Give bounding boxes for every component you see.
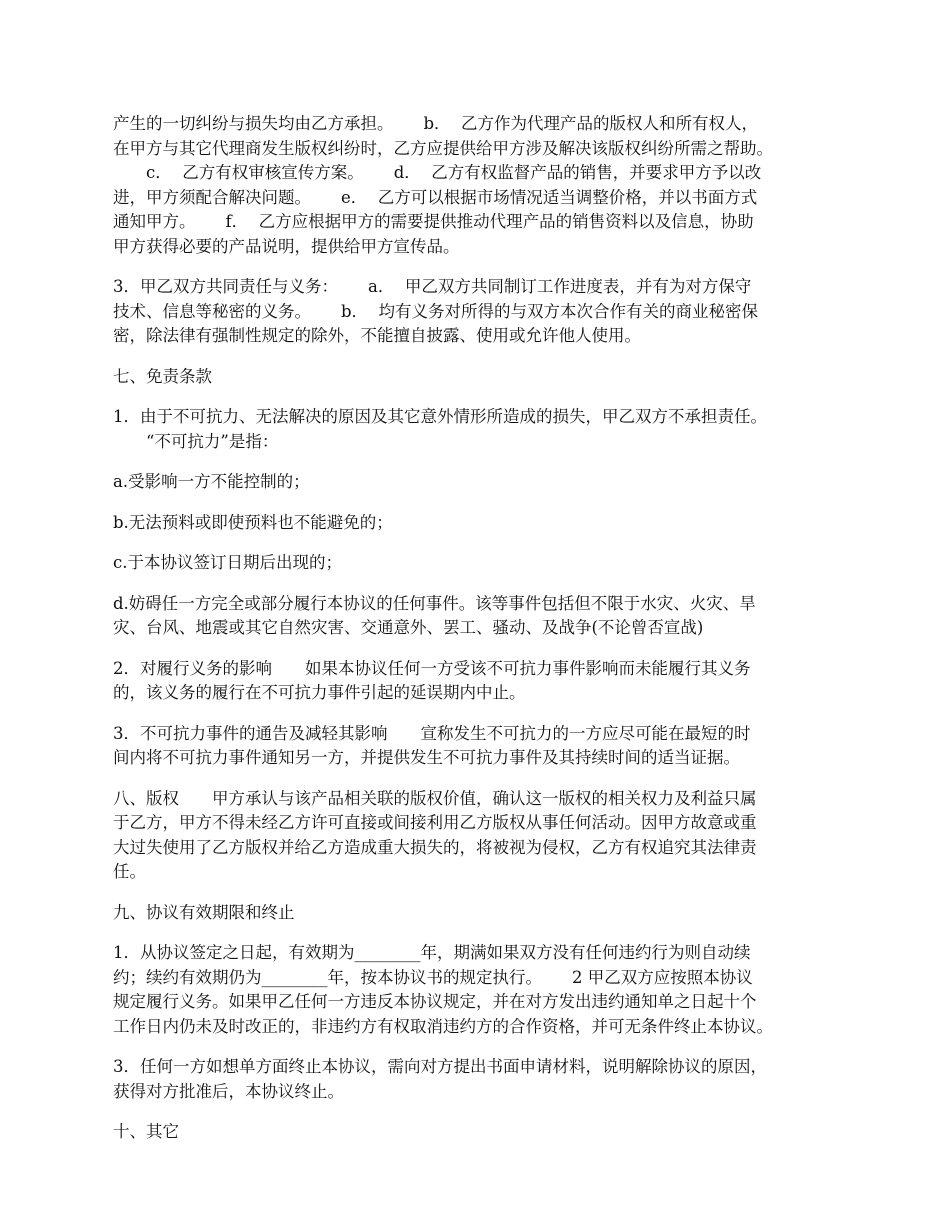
text-line: 密，除法律有强制性规定的除外，不能擅自披露、使用或允许他人使用。	[113, 326, 641, 345]
text-line: 进，甲方须配合解决问题。 e． 乙方可以根据市场情况适当调整价格，并以书面方式	[113, 187, 758, 207]
text-line: 3．甲乙双方共同责任与义务： a． 甲乙双方共同制订工作进度表，并有为对方保守	[113, 277, 752, 296]
paragraph-p7	[113, 551, 850, 576]
text-line: 2．对履行义务的影响 如果本协议任何一方受该不可抗力事件影响而未能履行其义务	[113, 658, 751, 678]
paragraph-p2	[113, 275, 850, 349]
text-line: a.受影响一方不能控制的；	[113, 472, 310, 491]
paragraph-p13	[113, 941, 850, 1039]
text-line: 间内将不可抗力事件通知另一方，并提供发生不可抗力事件及其持续时间的适当证据。	[113, 748, 740, 767]
text-line: 大过失使用了乙方版权并给乙方造成重大损失的，将被视为侵权，乙方有权追究其法律责	[113, 837, 757, 857]
text-line: 1．从协议签定之日起，有效期为________年，期满如果双方没有任何违约行为则自动续	[113, 943, 751, 962]
text-line: 于乙方，甲方不得未经乙方许可直接或间接利用乙方版权从事任何活动。因甲方故意或重	[113, 813, 757, 832]
paragraph-p12	[113, 901, 850, 926]
text-line: 的，该义务的履行在不可抗力事件引起的延误期内中止。	[113, 683, 526, 702]
paragraph-p10	[113, 722, 850, 771]
paragraph-p14	[113, 1055, 850, 1104]
text-line: 灾、台风、地震或其它自然灾害、交通意外、罢工、骚动、及战争(不论曾否宣战)	[113, 618, 704, 637]
text-line: 1．由于不可抗力、无法解决的原因及其它意外情形所造成的损失，甲乙双方不承担责任。	[113, 407, 767, 426]
text-line: 工作日内仍未及时改正的，非违约方有权取消违约方的合作资格，并可无条件终止本协议。	[113, 1016, 773, 1036]
text-line: 任。	[113, 862, 146, 881]
text-line: 在甲方与其它代理商发生版权纠纷时，乙方应提供给甲方涉及解决该版权纠纷所需之帮助。	[113, 138, 773, 158]
paragraph-p1	[113, 112, 850, 259]
text-line: 十、其它	[113, 1122, 179, 1141]
document-body	[113, 112, 850, 1145]
text-line: 八、版权 甲方承认与该产品相关联的版权价值，确认这一版权的相关权力及利益只属	[113, 788, 757, 808]
text-line: 通知甲方。 f． 乙方应根据甲方的需要提供推动代理产品的销售资料以及信息，协助	[113, 212, 754, 231]
text-line: d.妨碍任一方完全或部分履行本协议的任何事件。该等事件包括但不限于水灾、火灾、旱	[113, 593, 756, 613]
text-line: c． 乙方有权审核宣传方案。 d． 乙方有权监督产品的销售，并要求甲方予以改	[113, 163, 762, 182]
text-line: 甲方获得必要的产品说明，提供给甲方宣传品。	[113, 236, 460, 256]
text-line: 九、协议有效期限和终止	[113, 902, 295, 922]
text-line: c.于本协议签订日期后出现的；	[113, 553, 342, 572]
paragraph-p8	[113, 592, 850, 641]
text-line: 产生的一切纠纷与损失均由乙方承担。 b． 乙方作为代理产品的版权人和所有权人，	[113, 114, 759, 133]
paragraph-p5	[113, 470, 850, 495]
text-line: b.无法预料或即使预料也不能避免的；	[113, 512, 393, 532]
text-line: 3．任何一方如想单方面终止本协议，需向对方提出书面申请材料，说明解除协议的原因，	[113, 1057, 767, 1076]
paragraph-p15	[113, 1120, 850, 1145]
paragraph-p6	[113, 511, 850, 536]
text-line: 获得对方批准后，本协议终止。	[113, 1081, 344, 1101]
text-line: 3．不可抗力事件的通告及减轻其影响 宣称发生不可抗力的一方应尽可能在最短的时	[113, 723, 751, 743]
paragraph-p3	[113, 365, 850, 390]
text-line: 约；续约有效期仍为________年，按本协议书的规定执行。 2 甲乙双方应按照本协议	[113, 967, 753, 987]
text-line: 规定履行义务。如果甲乙任何一方违反本协议规定，并在对方发出违约通知单之日起十个	[113, 992, 757, 1011]
paragraph-p9	[113, 657, 850, 706]
text-line: “不可抗力”是指：	[113, 431, 279, 451]
text-line: 技术、信息等秘密的义务。 b． 均有义务对所得的与双方本次合作有关的商业秘密保	[113, 301, 759, 321]
paragraph-p11	[113, 787, 850, 885]
paragraph-p4	[113, 405, 850, 454]
text-line: 七、免责条款	[113, 366, 212, 386]
